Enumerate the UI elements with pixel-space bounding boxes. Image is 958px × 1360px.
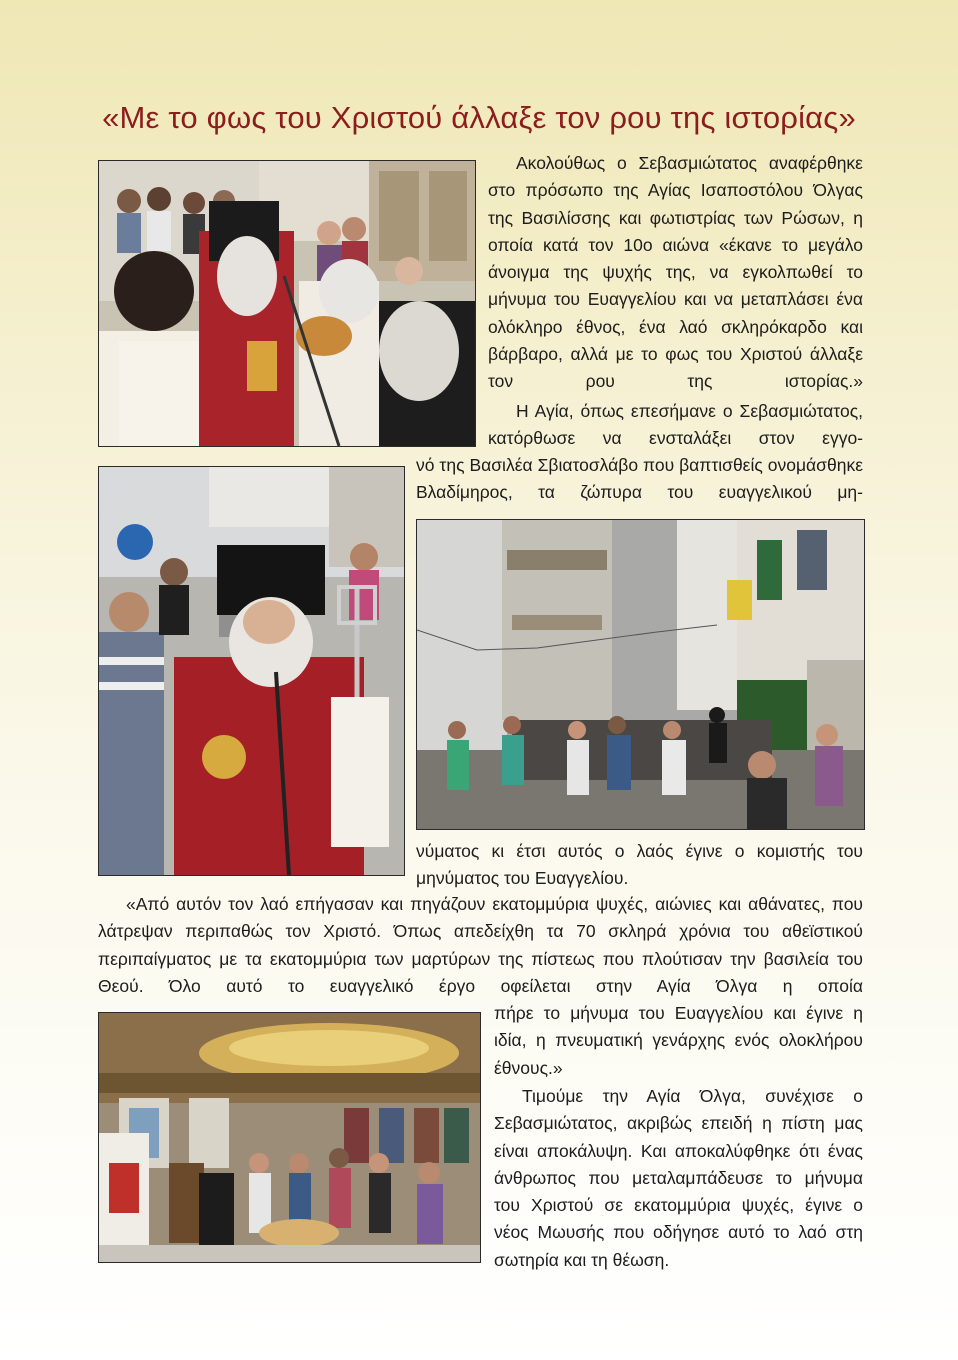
article-title: «Με το φως του Χριστού άλλαξε τον ρου της ιστορίας»: [102, 100, 856, 135]
photo-crowd-alley: [416, 519, 865, 830]
paragraph-1: Ακολούθως ο Σεβασμιώτατος αναφέρθηκε στο πρόσωπο της Αγίας Ισαποστόλου Όλγας της Βασιλίσσης και φωτιστρίας των Ρώσων, η οποία κατά τον 10ο αιώνα «έκανε το μεγάλο άνοιγμα της ψυχής της, να εγκολπωθεί το μήνυμα του Ευαγγελίου και να μεταπλάσει ένα ολόκληρο έθνος, ένα λαό σκληρόκαρδο και βάρβαρο, αλλά με το φως του Χριστού άλλαξε τον ρου της ιστορίας.»: [488, 153, 863, 392]
paragraph-4: Τιμούμε την Αγία Όλγα, συνέχισε ο Σεβασμιώτατος, ακριβώς επειδή η πίστη μας είναι αποκάλυψη. Και αποκαλύφθηκε ότι ένας άνθρωπος που μεταλαμπάδευσε το μήνυμα του Χριστού σε εκατομμύρια ψυχές, έγινε ο νέος Μωυσής που οδήγησε αυτό το λαό στη σωτηρία και τη θέωση.: [494, 1086, 863, 1270]
paragraph-3a: «Από αυτόν τον λαό επήγασαν και πηγάζουν εκατομμύρια ψυχές, αιώνιες και αθάνατες, που λάτρεψαν περιπαθώς τον Χριστό. Όπως απεδείχθη τα 70 σκληρά χρόνια του αθεϊστικού περιπαίγματος με τα εκατομμύρια των μαρτύρων της πίστεως που πλούτισαν την βασιλεία του Θεού. Όλο αυτό το ευαγγελικό έργο οφείλεται στην Αγία Όλγα η οποία: [98, 894, 863, 996]
paragraph-2a: Η Αγία, όπως επεσήμανε ο Σεβασμιώτατος, κατόρθωσε να ενσταλάξει στον εγγο-: [488, 401, 863, 449]
photo-church-interior: [98, 1012, 481, 1263]
photo-clergy-street: [98, 160, 476, 447]
paragraph-2b: νό της Βασιλέα Σβιατοσλάβο που βαπτισθείς ονομάσθηκε Βλαδίμηρος, τα ζώπυρα του ευαγγελικού μη-: [416, 455, 863, 503]
paragraph-2c: νύματος κι έτσι αυτός ο λαός έγινε ο κομιστής του μηνύματος του Ευαγγελίου.: [416, 841, 863, 889]
photo-metropolitan-speaking: [98, 466, 405, 876]
paragraph-3b: πήρε το μήνυμα του Ευαγγελίου και έγινε η ιδία, η πνευματική γενάρχης ενός ολοκλήρου έθνους.»: [494, 1003, 863, 1078]
